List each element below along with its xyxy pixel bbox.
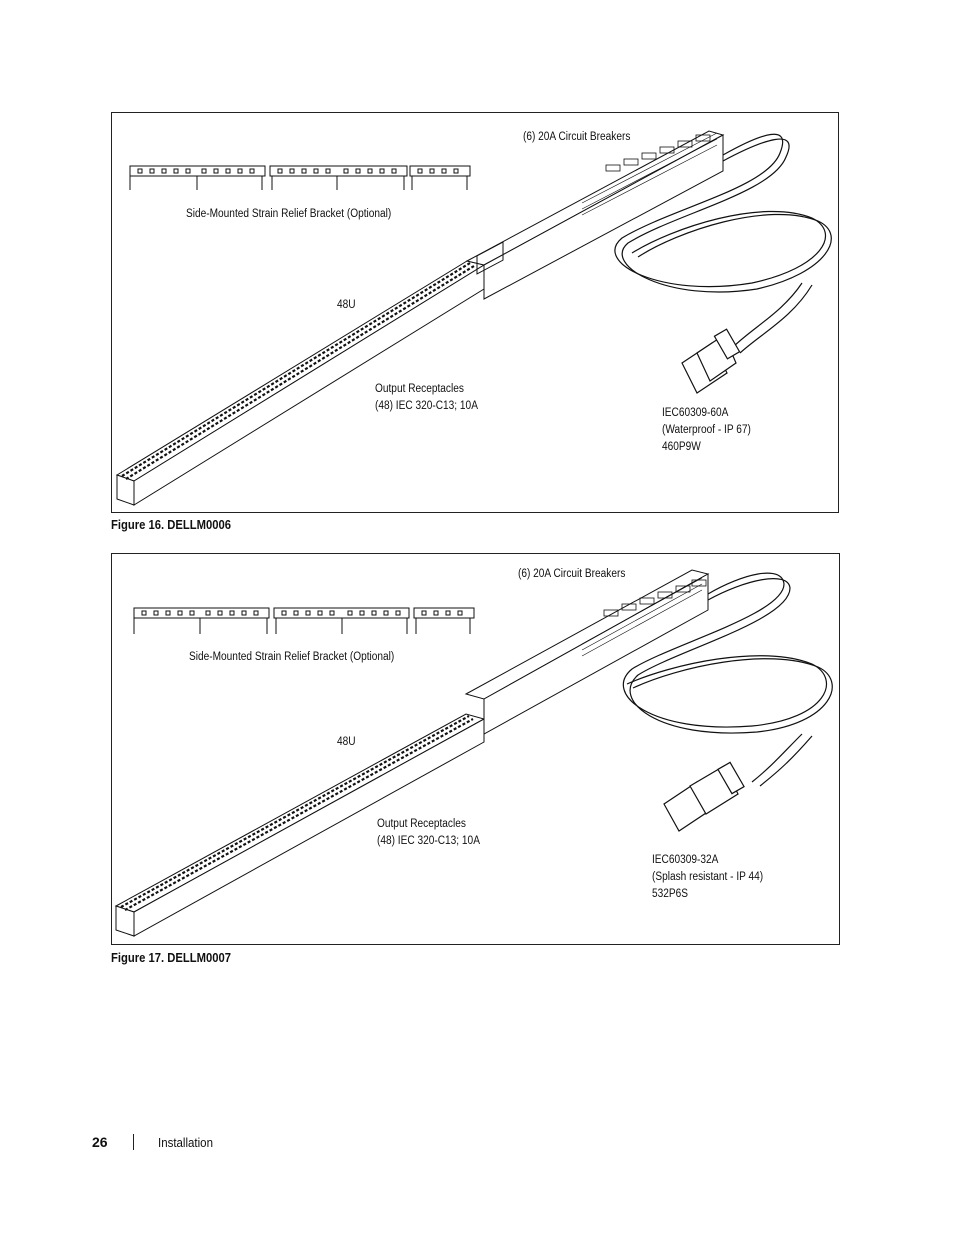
figure-16-frame <box>111 112 839 513</box>
strain-relief-bracket-2 <box>270 166 407 190</box>
iec60309-plug <box>664 762 744 831</box>
page-number: 26 <box>92 1134 108 1150</box>
label-rack-units: 48U <box>337 736 356 748</box>
strain-relief-bracket-3 <box>410 166 470 190</box>
strain-relief-bracket-1 <box>134 608 269 634</box>
label-output-receptacles: Output Receptacles <box>375 383 464 395</box>
pdu-control-module <box>467 131 723 299</box>
label-receptacle-spec: (48) IEC 320-C13; 10A <box>377 835 480 847</box>
label-plug-rating: (Waterproof - IP 67) <box>662 424 751 436</box>
label-plug-model: 532P6S <box>652 888 689 900</box>
strain-relief-bracket-3 <box>414 608 474 634</box>
label-receptacle-spec: (48) IEC 320-C13; 10A <box>375 400 478 412</box>
figure-17-frame <box>111 553 840 945</box>
label-rack-units: 48U <box>337 299 356 311</box>
iec60309-plug <box>682 329 740 393</box>
label-circuit-breakers: (6) 20A Circuit Breakers <box>518 568 626 580</box>
label-plug-model: 460P9W <box>662 441 701 453</box>
pdu-illustration <box>112 113 840 514</box>
strain-relief-bracket-2 <box>274 608 409 634</box>
footer-section-title: Installation <box>158 1136 213 1150</box>
label-circuit-breakers: (6) 20A Circuit Breakers <box>523 131 631 143</box>
strain-relief-bracket-1 <box>130 166 265 190</box>
label-plug-type: IEC60309-32A <box>652 854 719 866</box>
label-plug-type: IEC60309-60A <box>662 407 729 419</box>
pdu-illustration <box>112 554 841 946</box>
label-strain-relief-bracket: Side-Mounted Strain Relief Bracket (Optional) <box>186 208 392 220</box>
label-plug-rating: (Splash resistant - IP 44) <box>652 871 764 883</box>
footer-divider <box>133 1134 134 1150</box>
figure-17-caption: Figure 17. DELLM0007 <box>111 951 232 965</box>
label-strain-relief-bracket: Side-Mounted Strain Relief Bracket (Optional) <box>189 651 395 663</box>
label-output-receptacles: Output Receptacles <box>377 818 466 830</box>
figure-16-caption: Figure 16. DELLM0006 <box>111 518 232 532</box>
